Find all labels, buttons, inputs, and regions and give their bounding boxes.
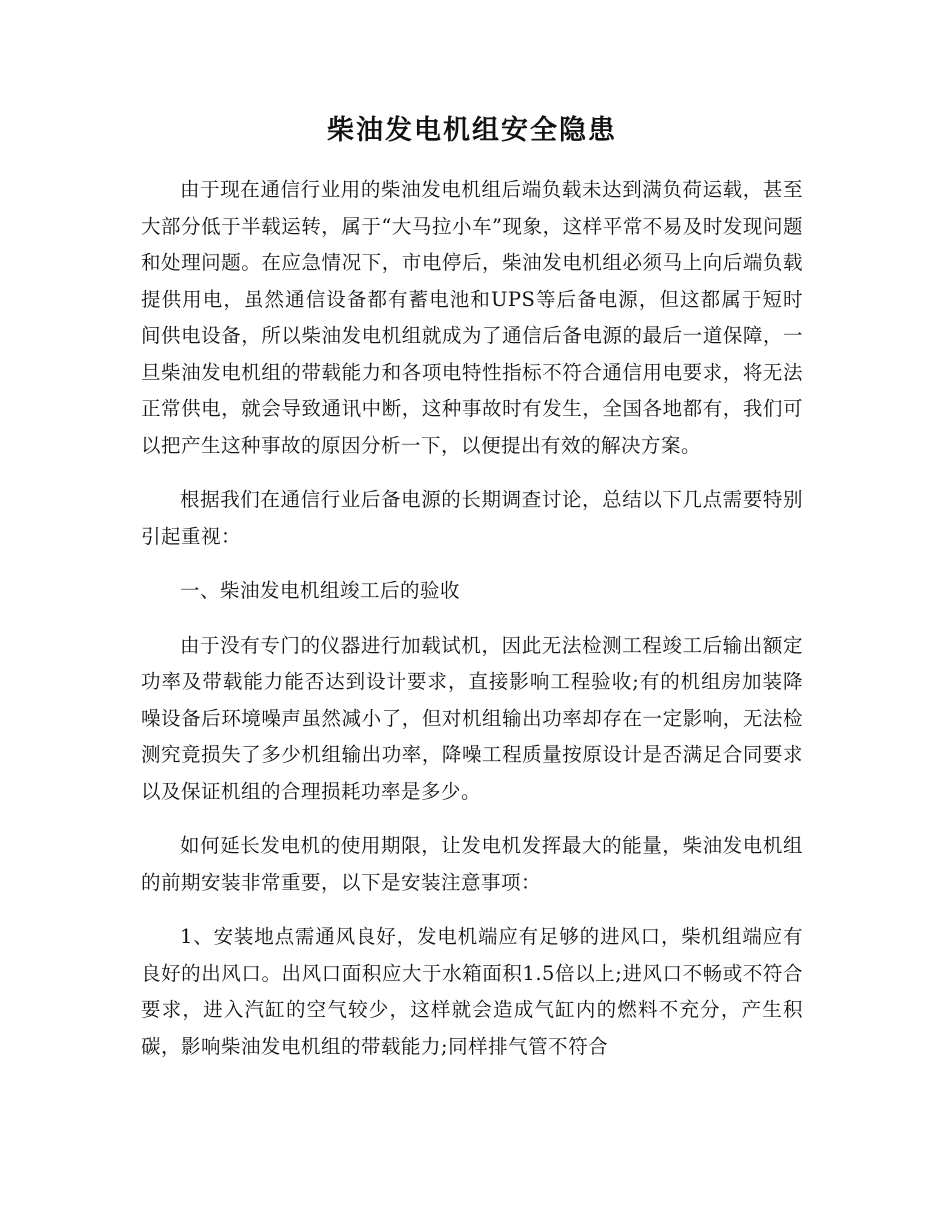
paragraph-summary: 根据我们在通信行业后备电源的长期调查讨论，总结以下几点需要特别引起重视：: [141, 488, 803, 548]
paragraph-installation-intro: 如何延长发电机的使用期限，让发电机发挥最大的能量，柴油发电机组的前期安装非常重要，以下是安装注意事项：: [141, 834, 803, 894]
document-body: [141, 112, 803, 1083]
document-title: 柴油发电机组安全隐患: [327, 115, 617, 146]
paragraph-installation-item-1: 1、安装地点需通风良好，发电机端应有足够的进风口，柴机组端应有良好的出风口。出风口面积应大于水箱面积1.5倍以上;进风口不畅或不符合要求，进入汽缸的空气较少，这样就会造成气缸内的燃料不充分，产生积碳，影响柴油发电机组的带载能力;同样排气管不符合: [141, 925, 803, 1058]
paragraph-intro: 由于现在通信行业用的柴油发电机组后端负载未达到满负荷运载，甚至大部分低于半载运转，属于“大马拉小车”现象，这样平常不易及时发现问题和处理问题。在应急情况下，市电停后，柴油发电机组必须马上向后端负载提供用电，虽然通信设备都有蓄电池和UPS等后备电源，但这都属于短时间供电设备，所以柴油发电机组就成为了通信后备电源的最后一道保障，一旦柴油发电机组的带载能力和各项电特性指标不符合通信用电要求，将无法正常供电，就会导致通讯中断，这种事故时有发生，全国各地都有，我们可以把产生这种事故的原因分析一下，以便提出有效的解决方案。: [141, 178, 803, 457]
paragraph-acceptance: 由于没有专门的仪器进行加载试机，因此无法检测工程竣工后输出额定功率及带载能力能否达到设计要求，直接影响工程验收;有的机组房加装降噪设备后环境噪声虽然减小了，但对机组输出功率却存在一定影响，无法检测究竟损失了多少机组输出功率，降噪工程质量按原设计是否满足合同要求以及保证机组的合理损耗功率是多少。: [141, 633, 803, 803]
section-heading-acceptance: 一、柴油发电机组竣工后的验收: [180, 579, 461, 602]
